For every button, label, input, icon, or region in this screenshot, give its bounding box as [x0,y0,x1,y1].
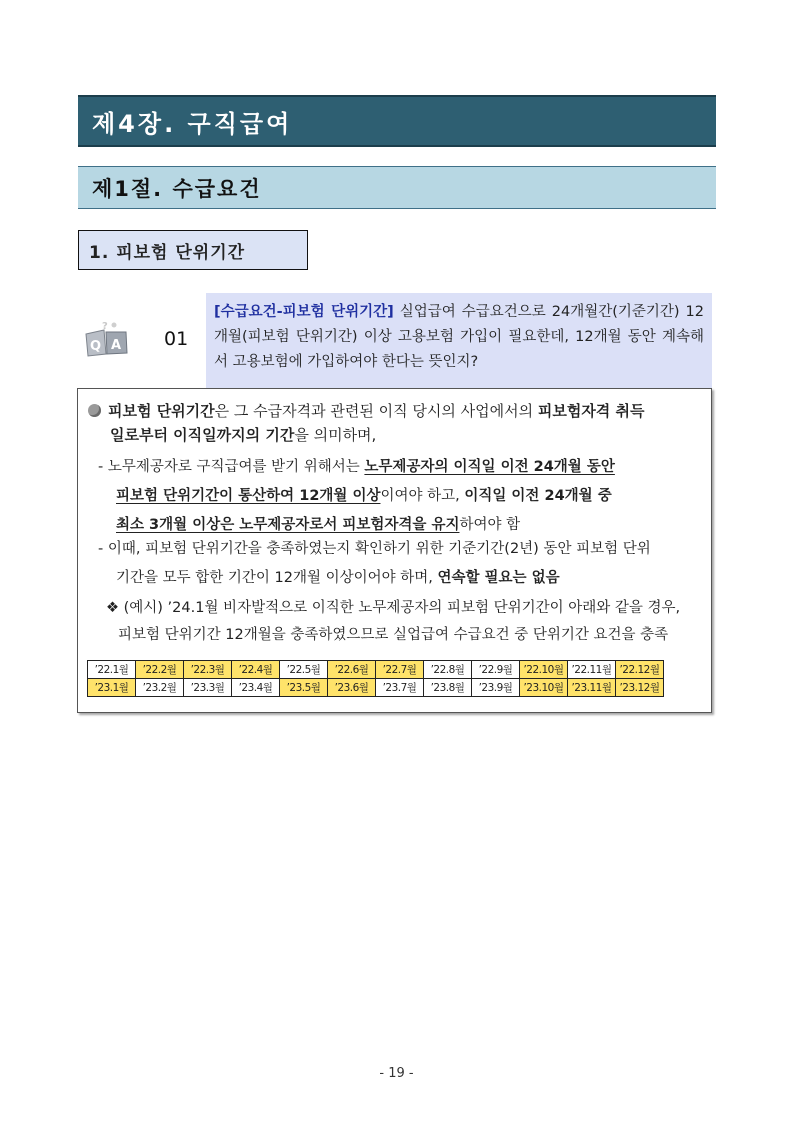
dash-text: 기간을 모두 합한 기간이 12개월 이상이어야 하며, [116,570,438,586]
month-cell: ’23.12월 [616,679,664,697]
month-cell: ’23.4월 [232,679,280,697]
month-cell: ’22.9월 [472,661,520,679]
month-row [88,661,664,679]
diamond-bullet-icon: ❖ [106,600,119,616]
answer-paragraph [88,399,703,447]
month-cell: ’23.2월 [136,679,184,697]
question-number: 01 [164,328,189,350]
month-cell: ’22.12월 [616,661,664,679]
dash-marker: - [98,459,108,475]
dash-bold-text: 연속할 필요는 없음 [437,570,560,586]
dash-text: 이때, 피보험 단위기간을 충족하였는지 확인하기 위한 기준기간(2년) 동안 피보험 단위 [107,541,651,557]
dash-bold-underline: 노무제공자의 이직일 이전 24개월 동안 [364,459,615,475]
example-paragraph [106,595,704,649]
dash-item-2 [98,535,704,593]
month-cell: ’23.6월 [328,679,376,697]
month-cell: ’23.3월 [184,679,232,697]
answer-bold-text: 일로부터 이직일까지의 기간 [110,426,295,444]
subsection-title: 1. 피보험 단위기간 [78,230,308,270]
example-text: 피보험 단위기간 12개월을 충족하였으므로 실업급여 수급요건 중 단위기간 요건을 충족 [118,627,669,643]
month-cell: ’23.10월 [520,679,568,697]
page-number: - 19 - [379,1066,414,1081]
dash-text: 하여야 함 [459,517,521,533]
dash-bold-text: 이직일 이전 24개월 중 [464,488,612,504]
month-row [88,679,664,697]
answer-text: 을 의미하며, [294,426,377,444]
svg-text:?: ? [102,321,108,332]
dash-bold-underline: 피보험 단위기간이 통산하여 12개월 이상 [116,488,381,504]
answer-box [77,388,712,713]
question-tag: [수급요건-피보험 단위기간] [214,304,394,320]
dash-text: 노무제공자로 구직급여를 받기 위해서는 [107,459,365,475]
month-cell: ’23.1월 [88,679,136,697]
month-cell: ’22.1월 [88,661,136,679]
dash-marker: - [98,541,108,557]
dash-text: 이여야 하고, [380,488,465,504]
dash-bold-underline: 최소 3개월 이상은 노무제공자로서 피보험자격을 유지 [116,517,460,533]
month-cell: ’23.7월 [376,679,424,697]
section-title: 제1절. 수급요건 [78,166,716,209]
month-cell: ’23.8월 [424,679,472,697]
month-cell: ’22.8월 [424,661,472,679]
month-cell: ’22.4월 [232,661,280,679]
bullet-circle-icon [88,404,101,417]
qa-icon [84,320,130,358]
month-cell: ’22.6월 [328,661,376,679]
question-text: 실업급여 수급요건으로 24개월간(기준기간) 12개월(피보험 단위기간) 이상 고용보험 가입이 필요한데, 12개월 동안 계속해서 고용보험에 가입하여야 한다는 뜻인지? [214,304,704,370]
answer-bold-text: 피보험자격 취득 [537,402,645,420]
month-cell: ’23.5월 [280,679,328,697]
svg-text:A: A [111,338,122,353]
month-cell: ’22.10월 [520,661,568,679]
month-cell: ’23.11월 [568,679,616,697]
chapter-title: 제4장. 구직급여 [78,95,716,147]
dash-item-1 [98,453,704,540]
question-box [206,293,712,389]
svg-text:Q: Q [90,339,102,354]
example-text: (예시) ’24.1월 비자발적으로 이직한 노무제공자의 피보험 단위기간이 아래와 같을 경우, [119,600,681,616]
month-cell: ’22.7월 [376,661,424,679]
month-cell: ’22.3월 [184,661,232,679]
term-label: 피보험 단위기간 [108,402,215,420]
month-table [87,660,664,697]
month-cell: ’22.5월 [280,661,328,679]
answer-text: 은 그 수급자격과 관련된 이직 당시의 사업에서의 [214,402,538,420]
month-cell: ’22.11월 [568,661,616,679]
month-cell: ’23.9월 [472,679,520,697]
month-cell: ’22.2월 [136,661,184,679]
